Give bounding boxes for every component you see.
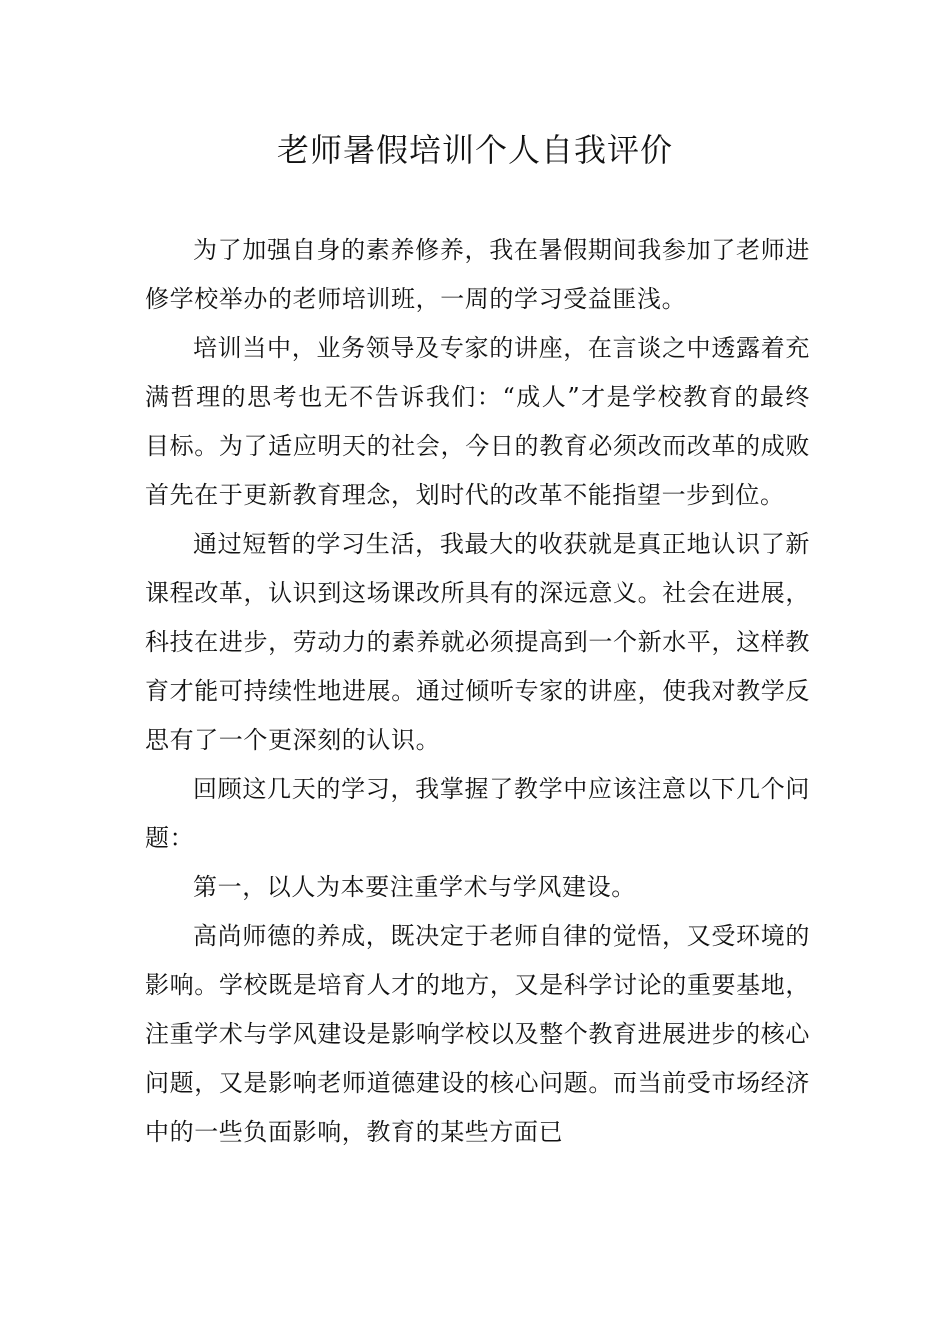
document-title: 老师暑假培训个人自我评价: [276, 131, 673, 169]
paragraph: 通过短暂的学习生活，我最大的收获就是真正地认识了新课程改革，认识到这场课改所具有的深远意义。社会在进展，科技在进步，劳动力的素养就必须提高到一个新水平，这样教育才能可持续性地进展。通过倾听专家的讲座，使我对教学反思有了一个更深刻的认识。: [145, 530, 810, 754]
paragraph: 高尚师德的养成，既决定于老师自律的觉悟，又受环境的影响。学校既是培育人才的地方，又是科学讨论的重要基地，注重学术与学风建设是影响学校以及整个教育进展进步的核心问题，又是影响老师道德建设的核心问题。而当前受市场经济中的一些负面影响，教育的某些方面已: [145, 922, 810, 1146]
document-body: [145, 226, 810, 1157]
paragraph: 回顾这几天的学习，我掌握了教学中应该注意以下几个问题：: [145, 775, 810, 852]
paragraph: 培训当中，业务领导及专家的讲座，在言谈之中透露着充满哲理的思考也无不告诉我们：“成人”才是学校教育的最终目标。为了适应明天的社会，今日的教育必须改而改革的成败首先在于更新教育理念，划时代的改革不能指望一步到位。: [145, 334, 810, 509]
paragraph: 第一，以人为本要注重学术与学风建设。: [193, 873, 636, 901]
paragraph: 为了加强自身的素养修养，我在暑假期间我参加了老师进修学校举办的老师培训班，一周的学习受益匪浅。: [145, 236, 810, 313]
